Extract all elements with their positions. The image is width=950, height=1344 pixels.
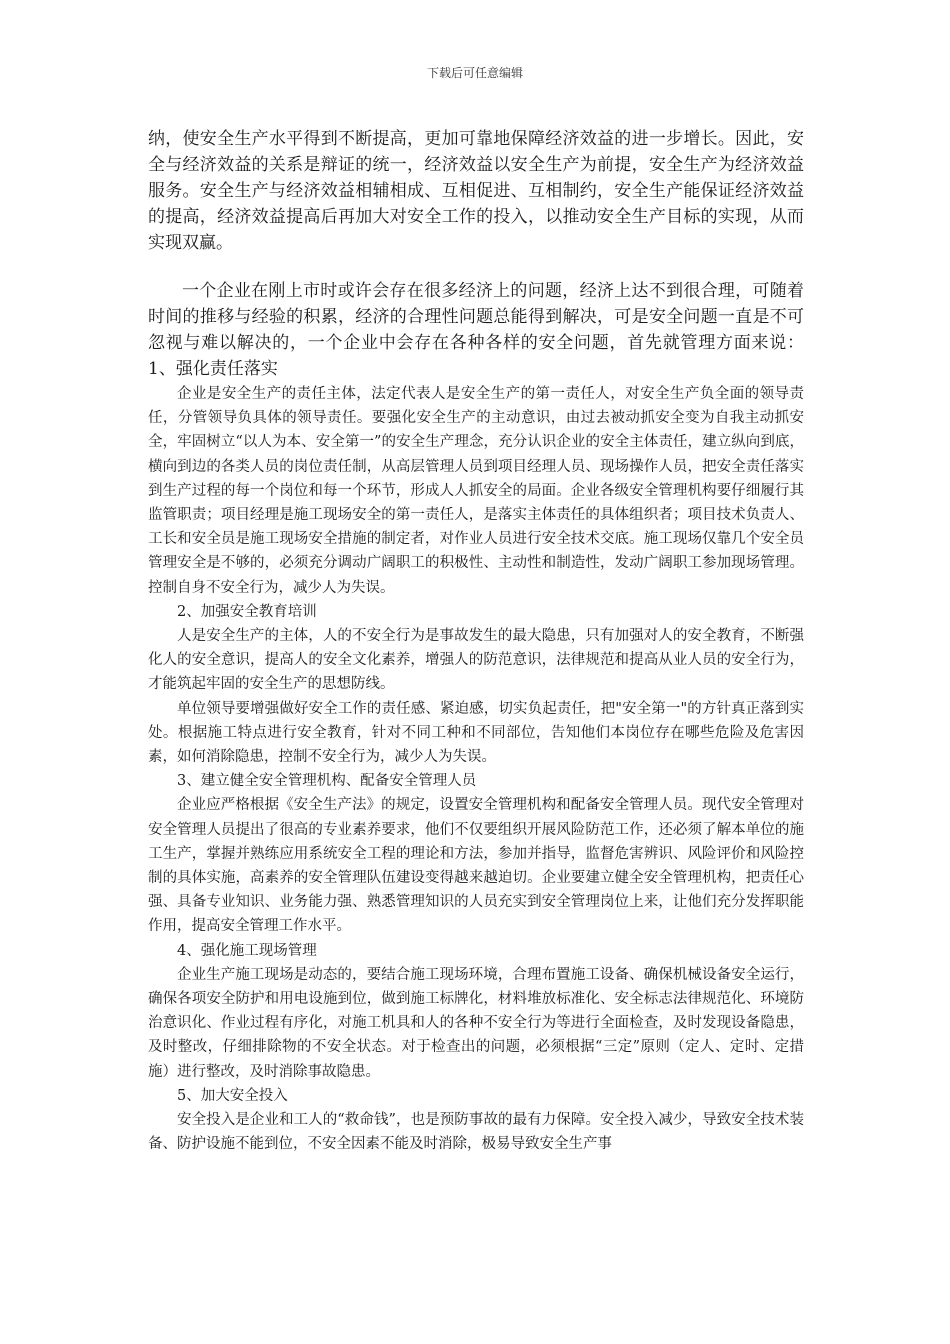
section3-body: 企业应严格根据《安全生产法》的规定，设置安全管理机构和配备安全管理人员。现代安全管理对安全管理人员提出了很高的专业素养要求，他们不仅要组织开展风险防范工作，还必须了解本单位的施工生产，掌握并熟练应用系统安全工程的理论和方法，参加并指导，监督危害辨识、风险评价和风险控制的具体实施，高素养的安全管理队伍建设变得越来越迫切。企业要建立健全安全管理机构，把责任心强、具备专业知识、业务能力强、熟悉管理知识的人员充实到安全管理岗位上来，让他们充分发挥职能作用，提高安全管理工作水平。 [148, 797, 804, 935]
section4-title: 4、强化施工现场管理 [177, 942, 317, 959]
section5-title: 5、加大安全投入 [177, 1087, 288, 1104]
page-header: 下载后可任意编辑 [426, 66, 523, 80]
section1-body: 企业是安全生产的责任主体，法定代表人是安全生产的第一责任人，对安全生产负全面的领导责任，分管领导负具体的领导责任。要强化安全生产的主动意识，由过去被动抓安全变为自我主动抓安全，牢固树立“以人为本、安全第一”的安全生产理念，充分认识企业的安全主体责任，建立纵向到底，横向到边的各类人员的岗位责任制，从高层管理人员到项目经理人员、现场操作人员，把安全责任落实到生产过程的每一个岗位和每一个环节，形成人人抓安全的局面。企业各级安全管理机构要仔细履行其监管职责；项目经理是施工现场安全的第一责任人，是落实主体责任的具体组织者；项目技术负责人、工长和安全员是施工现场安全措施的制定者，对作业人员进行安全技术交底。施工现场仅靠几个安全员管理安全是不够的，必须充分调动广阔职工的积极性、主动性和制造性，发动广阔职工参加现场管理。控制自身不安全行为，减少人为失误。 [148, 386, 804, 596]
section3-title: 3、建立健全安全管理机构、配备安全管理人员 [177, 773, 477, 790]
section2-title: 2、加强安全教育培训 [177, 603, 317, 620]
section4-body: 企业生产施工现场是动态的，要结合施工现场环境，合理布置施工设备、确保机械设备安全运行，确保各项安全防护和用电设施到位，做到施工标牌化，材料堆放标准化、安全标志法律规范化、环境防治意识化、作业过程有序化，对施工机具和人的各种不安全行为等进行全面检查，及时发现设备隐患，及时整改，仔细排除物的不安全状态。对于检查出的问题，必须根据“三定”原则（定人、定时、定措施）进行整改，及时消除事故隐患。 [148, 966, 804, 1080]
section2-body-2: 单位领导要增强做好安全工作的责任感、紧迫感，切实负起责任，把"安全第一"的方针真正落到实处。根据施工特点进行安全教育，针对不同工种和不同部位，告知他们本岗位存在哪些危险及危害因素，如何消除隐患，控制不安全行为，减少人为失误。 [148, 700, 804, 766]
document-body [148, 126, 804, 1157]
lead-paragraph: 一个企业在刚上市时或许会存在很多经济上的问题，经济上达不到很合理，可随着时间的推移与经验的积累，经济的合理性问题总能得到解决，可是安全问题一直是不可忽视与难以解决的，一个企业中会存在各种各样的安全问题，首先就管理方面来说：1、强化责任落实 [148, 281, 804, 379]
intro-paragraph: 纳，使安全生产水平得到不断提高，更加可靠地保障经济效益的进一步增长。因此，安全与经济效益的关系是辩证的统一，经济效益以安全生产为前提，安全生产为经济效益服务。安全生产与经济效益相辅相成、互相促进、互相制约，安全生产能保证经济效益的提高，经济效益提高后再加大对安全工作的投入，以推动安全生产目标的实现，从而实现双赢。 [148, 129, 804, 253]
section5-body: 安全投入是企业和工人的“救命钱”，也是预防事故的最有力保障。安全投入减少，导致安全技术装备、防护设施不能到位，不安全因素不能及时消除，极易导致安全生产事 [148, 1112, 804, 1153]
section2-body-1: 人是安全生产的主体，人的不安全行为是事故发生的最大隐患，只有加强对人的安全教育，不断强化人的安全意识，提高人的安全文化素养，增强人的防范意识，法律规范和提高从业人员的安全行为，才能筑起牢固的安全生产的思想防线。 [148, 628, 804, 693]
